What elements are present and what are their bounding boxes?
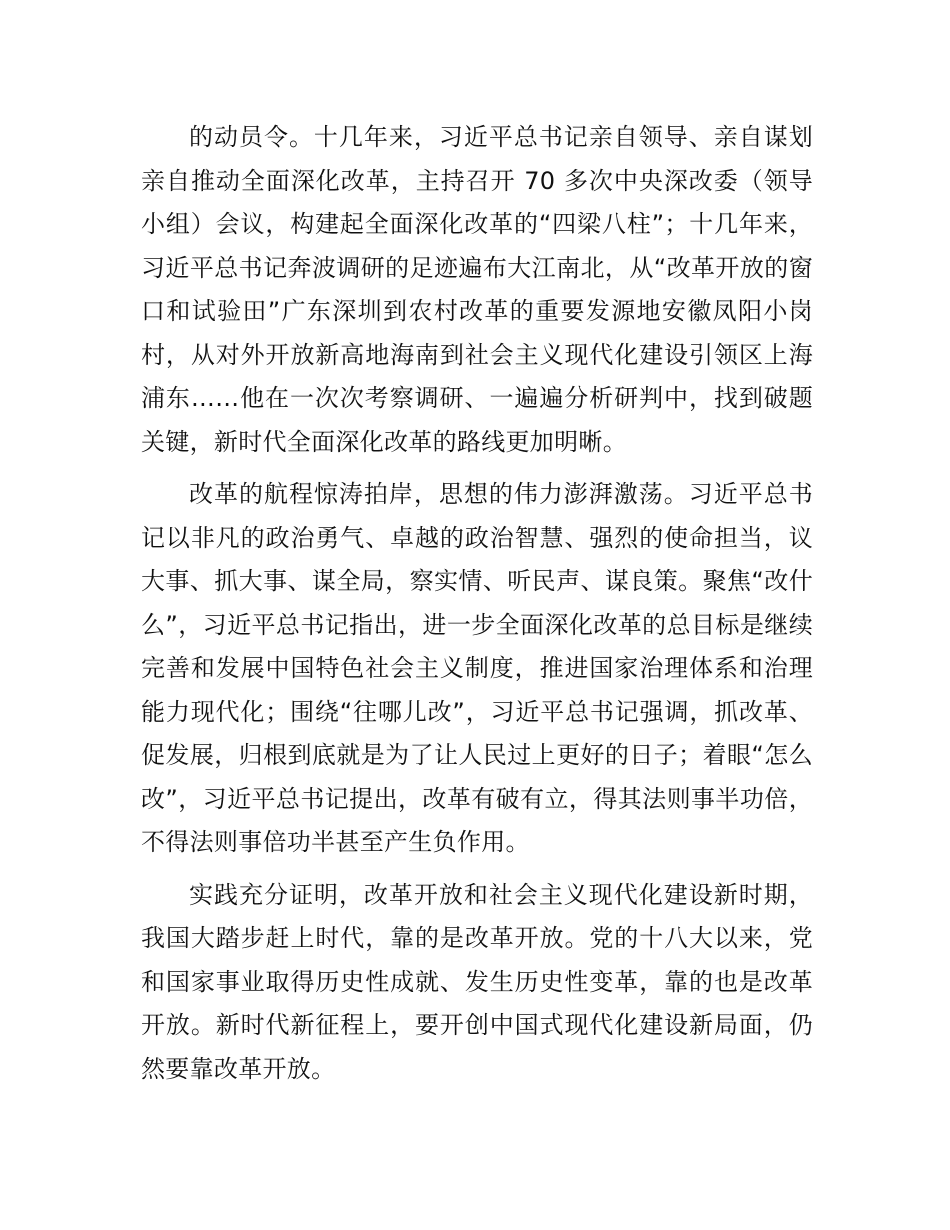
document-body — [141, 116, 813, 1091]
paragraph-1: 的动员令。十几年来，习近平总书记亲自领导、亲自谋划亲自推动全面深化改革，主持召开 70 多次中央深改委（领导小组）会议，构建起全面深化改革的“四梁八柱”；十几年来，习近平总书记奔波调研的足迹遍布大江南北，从“改革开放的窗口和试验田”广东深圳到农村改革的重要发源地安徽凤阳小岗村，从对外开放新高地海南到社会主义现代化建设引领区上海浦东……他在一次次考察调研、一遍遍分析研判中，找到破题关键，新时代全面深化改革的路线更加明晰。 — [141, 123, 813, 456]
paragraph-3: 实践充分证明，改革开放和社会主义现代化建设新时期，我国大踏步赶上时代，靠的是改革开放。党的十八大以来，党和国家事业取得历史性成就、发生历史性变革，靠的也是改革开放。新时代新征程上，要开创中国式现代化建设新局面，仍然要靠改革开放。 — [141, 880, 813, 1083]
paragraph-2: 改革的航程惊涛拍岸，思想的伟力澎湃激荡。习近平总书记以非凡的政治勇气、卓越的政治智慧、强烈的使命担当，议大事、抓大事、谋全局，察实情、听民声、谋良策。聚焦“改什么”，习近平总书记指出，进一步全面深化改革的总目标是继续完善和发展中国特色社会主义制度，推进国家治理体系和治理能力现代化；围绕“往哪儿改”，习近平总书记强调，抓改革、促发展，归根到底就是为了让人民过上更好的日子；着眼“怎么改”，习近平总书记提出，改革有破有立，得其法则事半功倍，不得法则事倍功半甚至产生负作用。 — [141, 480, 813, 856]
